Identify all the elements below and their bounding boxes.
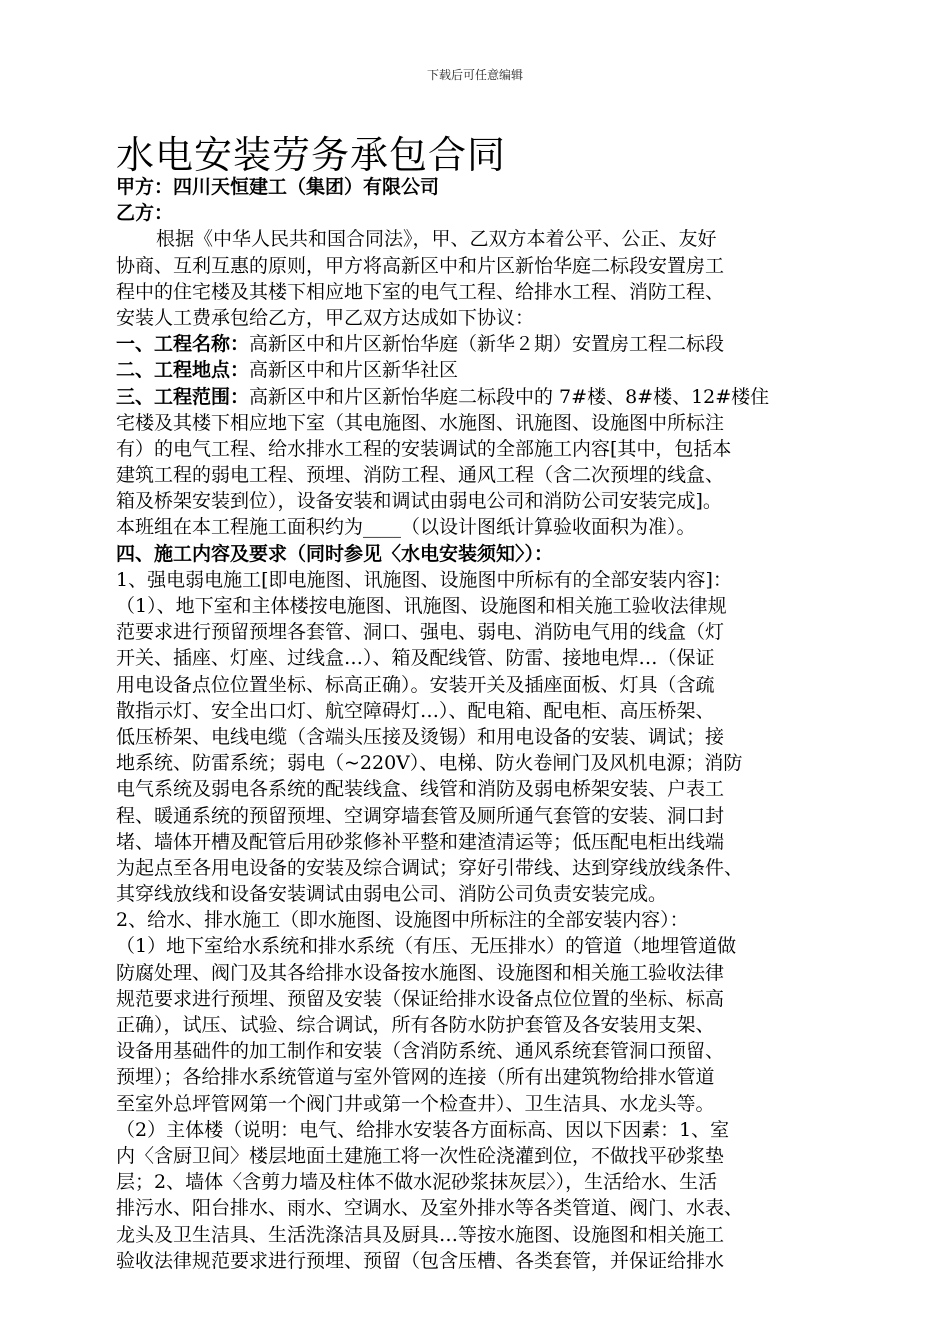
document-title: 水电安装劳务承包合同: [116, 133, 507, 177]
body-line: [116, 672, 856, 698]
line-text: 范要求进行预留预埋各套管、洞口、强电、弱电、消防电气用的线盒（灯: [116, 621, 725, 644]
body-line: [116, 1169, 856, 1195]
line-text: （1）地下室给水系统和排水系统（有压、无压排水）的管道（地埋管道做: [116, 935, 737, 958]
line-text: 2、给水、排水施工（即水施图、设施图中所标注的全部安装内容）：: [116, 909, 689, 932]
body-line: [116, 357, 856, 383]
header-note: 下载后可任意编辑: [426, 68, 523, 82]
body-line: [116, 698, 856, 724]
body-line: [116, 1248, 856, 1274]
line-text: 地系统、防雷系统；弱电（~220V）、电梯、防火卷闸门及风机电源；消防: [116, 752, 743, 775]
body-line: [116, 1117, 856, 1143]
line-text: 高新区中和片区新怡华庭二标段中的 7#楼、8#楼、12#楼住: [249, 385, 770, 408]
body-line: [116, 1012, 856, 1038]
body-line: [116, 933, 856, 959]
section-heading: 一、工程名称：: [116, 333, 250, 356]
line-text: 正确），试压、试验、综合调试，所有各防水防护套管及各安装用支架、: [116, 1014, 715, 1036]
line-text: 龙头及卫生洁具、生活洗涤洁具及厨具…等按水施图、设施图和相关施工: [116, 1223, 725, 1246]
body-line: [116, 488, 856, 514]
body-line: [116, 619, 856, 645]
document-body: [116, 174, 856, 1274]
body-line: [116, 384, 856, 410]
body-line: [116, 881, 856, 907]
body-line: [116, 750, 856, 776]
line-text: 至室外总坪管网第一个阀门井或第一个检查井）、卫生洁具、水龙头等。: [116, 1092, 715, 1115]
line-text: 程、暖通系统的预留预埋、空调穿墙套管及厕所通气套管的安装、洞口封: [116, 804, 725, 827]
line-text: 安装人工费承包给乙方，甲乙双方达成如下协议：: [116, 306, 535, 329]
line-text: 预埋）；各给排水系统管道与室外管网的连接（所有出建筑物给排水管道: [116, 1066, 715, 1089]
line-text: 建筑工程的弱电工程、预埋、消防工程、通风工程（含二次预埋的线盒、: [116, 464, 725, 487]
body-line: [116, 829, 856, 855]
line-text: 开关、插座、灯座、过线盒…）、箱及配线管、防雷、接地电焊…（保证: [116, 647, 715, 670]
body-line: [116, 436, 856, 462]
party-a-line: 甲方：四川天恒建工（集团）有限公司: [116, 176, 440, 198]
line-text: （1）、地下室和主体楼按电施图、讯施图、设施图和相关施工验收法律规: [116, 595, 727, 617]
body-line: [116, 593, 856, 619]
body-line: [116, 907, 856, 933]
body-line: [116, 279, 856, 305]
body-line: [116, 1222, 856, 1248]
line-text: 其穿线放线和设备安装调试由弱电公司、消防公司负责安装完成。: [116, 883, 668, 906]
line-text: 箱及桥架安装到位），设备安装和调试由弱电公司和消防公司安装完成]。: [116, 490, 722, 513]
party-b-line: 乙方：: [116, 202, 174, 225]
line-text: 验收法律规范要求进行预埋、预留（包含压槽、各类套管，并保证给排水: [116, 1249, 725, 1272]
body-lines: [116, 226, 856, 1274]
line-text: 程中的住宅楼及其楼下相应地下室的电气工程、给排水工程、消防工程、: [116, 280, 725, 303]
body-line: [116, 1064, 856, 1090]
body-line: [116, 803, 856, 829]
body-line: [116, 1038, 856, 1064]
line-text: 用电设备点位位置坐标、标高正确）。安装开关及插座面板、灯具（含疏: [116, 673, 715, 696]
line-text: 1、强电弱电施工[即电施图、讯施图、设施图中所标有的全部安装内容]：: [116, 568, 732, 591]
body-line: [116, 1143, 856, 1169]
line-text: 规范要求进行预埋、预留及安装（保证给排水设备点位位置的坐标、标高: [116, 987, 725, 1010]
body-line: [116, 855, 856, 881]
body-line: [116, 776, 856, 802]
line-text: 层；2、墙体〈含剪力墙及柱体不做水泥砂浆抹灰层〉），生活给水、生活: [116, 1171, 718, 1194]
line-text: 有）的电气工程、给水排水工程的安装调试的全部施工内容[其中，包括本: [116, 437, 732, 460]
body-line: [116, 462, 856, 488]
line-text: 设备用基础件的加工制作和安装（含消防系统、通风系统套管洞口预留、: [116, 1040, 725, 1063]
body-line: [116, 567, 856, 593]
line-text: 宅楼及其楼下相应地下室（其电施图、水施图、讯施图、设施图中所标注: [116, 411, 725, 434]
body-line: [116, 305, 856, 331]
section-heading: 三、工程范围：: [116, 385, 250, 408]
body-line: [116, 226, 856, 252]
body-line: [116, 253, 856, 279]
line-text: 为起点至各用电设备的安装及综合调试；穿好引带线、达到穿线放线条件、: [116, 856, 744, 879]
line-text: （2）主体楼（说明：电气、给排水安装各方面标高、因以下因素：1、室: [116, 1118, 730, 1141]
body-line: [116, 1195, 856, 1221]
body-line: [116, 541, 856, 567]
body-line: [116, 986, 856, 1012]
line-text: 电气系统及弱电各系统的配装线盒、线管和消防及弱电桥架安装、户表工: [116, 778, 725, 801]
line-text: 根据《中华人民共和国合同法》，甲、乙双方本着公平、公正、友好: [156, 228, 717, 251]
line-text: 堵、墙体开槽及配管后用砂浆修补平整和建渣清运等；低压配电柜出线端: [116, 830, 725, 853]
body-line: [116, 724, 856, 750]
line-text: 防腐处理、阀门及其各给排水设备按水施图、设施图和相关施工验收法律: [116, 961, 725, 984]
line-text: 高新区中和片区新华社区: [249, 359, 459, 382]
body-line: [116, 1091, 856, 1117]
line-text: 协商、互利互惠的原则，甲方将高新区中和片区新怡华庭二标段安置房工: [116, 254, 725, 277]
body-line: [116, 331, 856, 357]
body-line: [116, 410, 856, 436]
section-heading: 二、工程地点：: [116, 359, 250, 382]
section-heading: 四、施工内容及要求（同时参见〈水电安装须知〉）：: [116, 542, 554, 565]
line-text: 高新区中和片区新怡华庭（新华２期）安置房工程二标段: [249, 333, 725, 356]
body-line: [116, 645, 856, 671]
body-line: [116, 514, 856, 540]
line-text: 内〈含厨卫间〉楼层地面土建施工将一次性砼浇灌到位，不做找平砂浆垫: [116, 1144, 725, 1167]
line-text: 低压桥架、电线电缆（含端头压接及烫锡）和用电设备的安装、调试；接: [116, 725, 725, 748]
line-text: 本班组在本工程施工面积约为____（以设计图纸计算验收面积为准）。: [116, 516, 696, 539]
line-text: 排污水、阳台排水、雨水、空调水、及室外排水等各类管道、阀门、水表、: [116, 1197, 744, 1220]
line-text: 散指示灯、安全出口灯、航空障碍灯…）、配电箱、配电柜、高压桥架、: [116, 699, 715, 722]
body-line: [116, 960, 856, 986]
